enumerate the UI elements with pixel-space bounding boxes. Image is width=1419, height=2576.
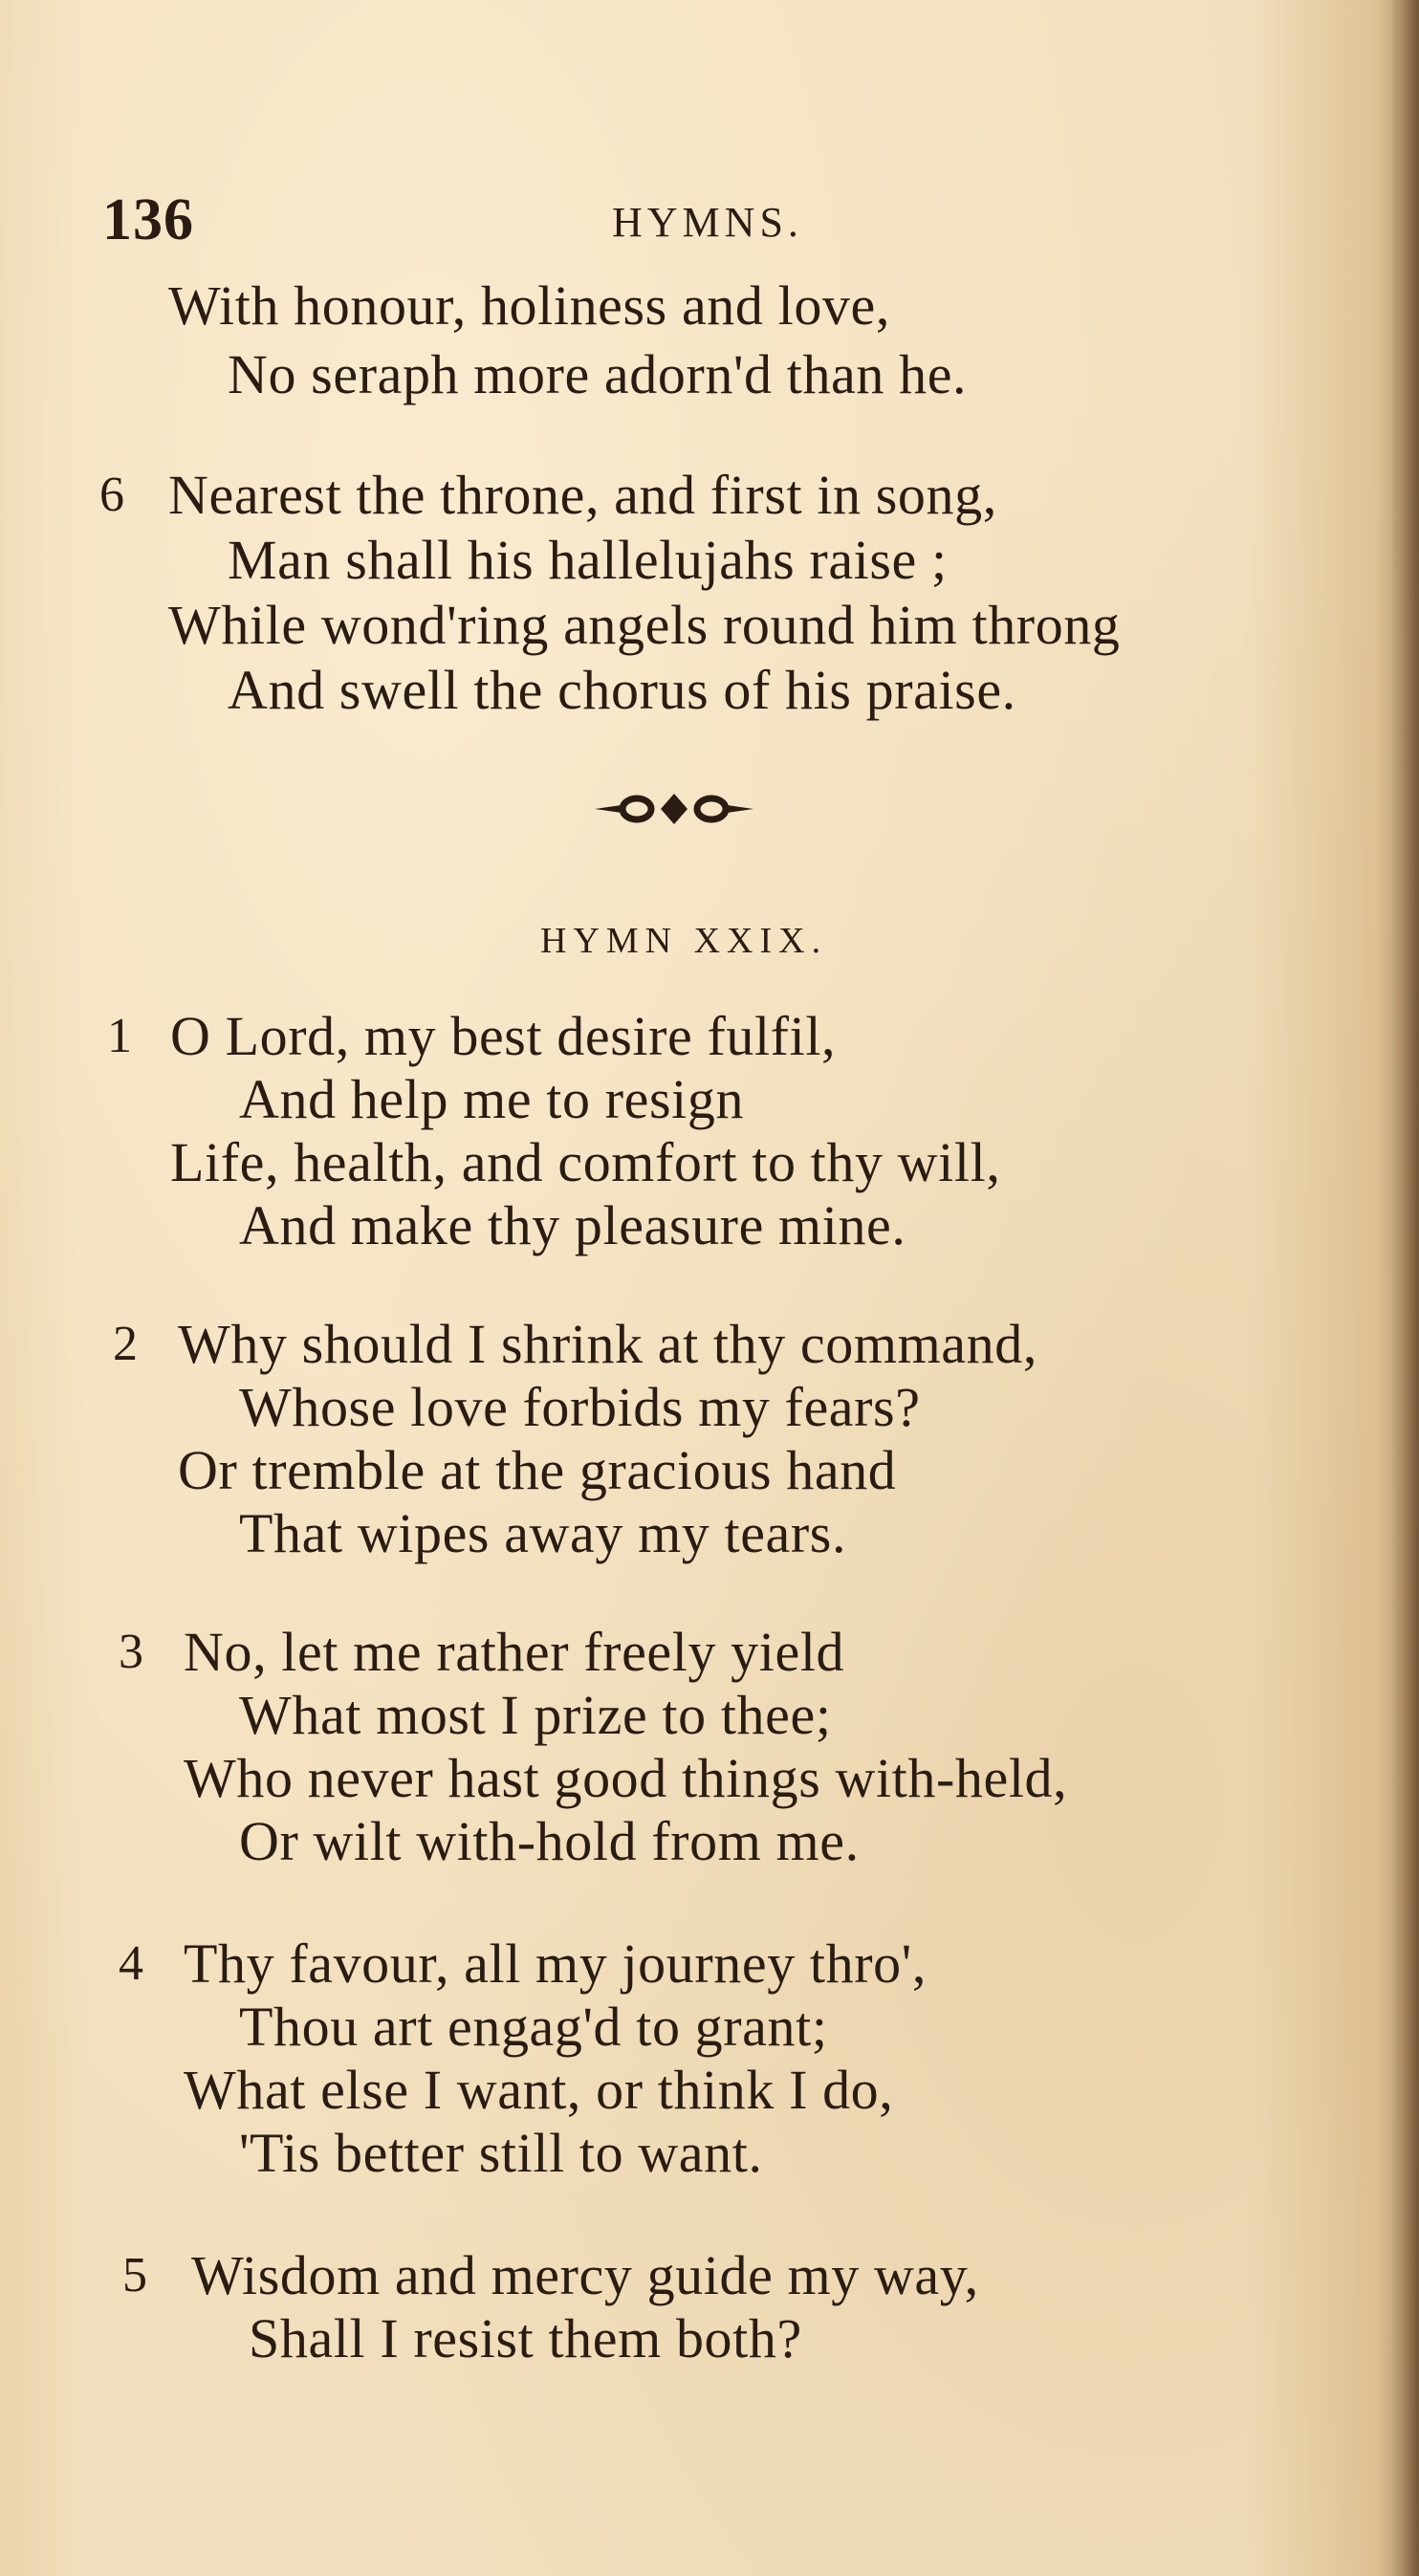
- verse-line: Shall I resist them both?: [249, 2307, 802, 2369]
- verse-line: Or tremble at the gracious hand: [178, 1439, 897, 1501]
- printer-ornament-icon: [593, 782, 755, 836]
- verse-line: Wisdom and mercy guide my way,: [191, 2244, 979, 2306]
- verse-line: O Lord, my best desire fulfil,: [170, 1005, 837, 1067]
- verse-line: Nearest the throne, and first in song,: [168, 464, 997, 526]
- verse-line: Who never hast good things with-held,: [184, 1747, 1068, 1809]
- stanza-number: 3: [119, 1625, 143, 1679]
- page-header: [0, 182, 1419, 258]
- verse-line: And make thy pleasure mine.: [239, 1194, 906, 1256]
- hymn-title: HYMN XXIX.: [540, 921, 828, 961]
- verse-line: No seraph more adorn'd than he.: [228, 343, 968, 405]
- verse-line: No, let me rather freely yield: [184, 1621, 845, 1683]
- running-head: HYMNS.: [612, 199, 803, 246]
- verse-line: And swell the chorus of his praise.: [228, 659, 1016, 721]
- verse-line: Life, health, and comfort to thy will,: [170, 1131, 1001, 1193]
- verse-line: Or wilt with-hold from me.: [239, 1810, 860, 1872]
- verse-line: What else I want, or think I do,: [184, 2059, 894, 2121]
- verse-line: With honour, holiness and love,: [168, 274, 890, 337]
- page-number: 136: [102, 187, 194, 252]
- stanza-number: 1: [107, 1009, 132, 1063]
- verse-line: What most I prize to thee;: [239, 1684, 832, 1746]
- stanza-number: 6: [99, 468, 124, 522]
- verse-line: Why should I shrink at thy command,: [178, 1313, 1037, 1375]
- verse-line: Man shall his hallelujahs raise ;: [228, 529, 948, 591]
- verse-line: And help me to resign: [239, 1068, 745, 1130]
- verse-line: While wond'ring angels round him throng: [168, 594, 1121, 656]
- stanza-number: 5: [122, 2248, 147, 2303]
- verse-line: That wipes away my tears.: [239, 1502, 847, 1564]
- page-edge-shadow: [1390, 0, 1419, 2576]
- verse-line: 'Tis better still to want.: [239, 2122, 763, 2184]
- verse-line: Whose love forbids my fears?: [239, 1376, 921, 1438]
- stanza-number: 4: [119, 1936, 143, 1991]
- verse-line: Thou art engag'd to grant;: [239, 1996, 828, 2058]
- stanza-number: 2: [113, 1317, 138, 1371]
- verse-line: Thy favour, all my journey thro',: [184, 1932, 927, 1995]
